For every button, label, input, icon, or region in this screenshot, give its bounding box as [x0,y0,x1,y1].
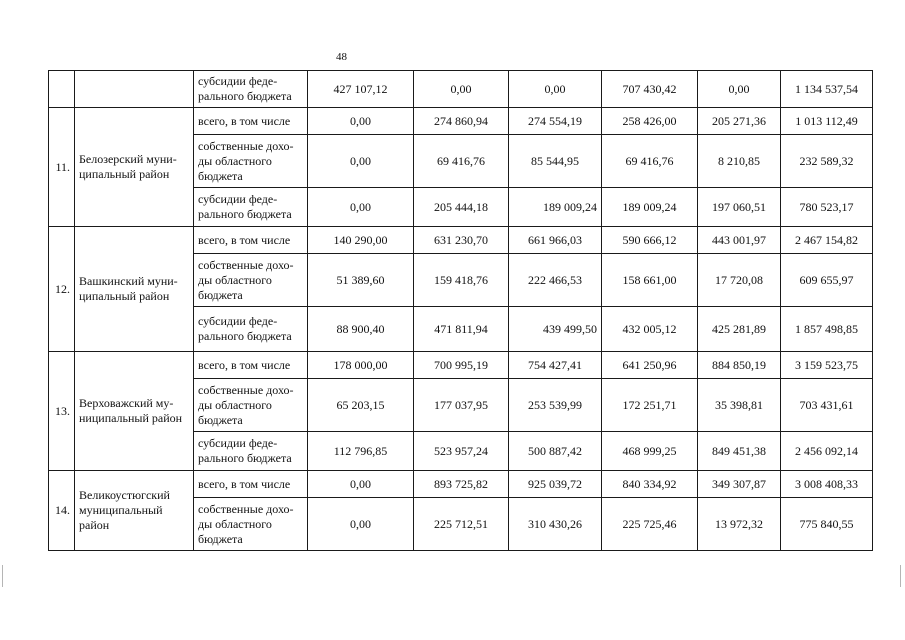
value-cell: 1 134 537,54 [781,71,873,108]
category-label: всего, в том числе [194,227,308,254]
value-cell: 65 203,15 [308,379,414,432]
value-cell: 8 210,85 [698,135,781,188]
row-index: 12. [49,227,75,352]
district-name: Верховажский му- ниципальный район [75,352,194,471]
value-cell: 172 251,71 [602,379,698,432]
table-row [49,471,873,498]
value-cell: 0,00 [698,71,781,108]
category-label: субсидии феде- рального бюджета [194,188,308,227]
value-cell: 523 957,24 [414,432,509,471]
scan-mark-right [900,565,901,587]
value-cell: 631 230,70 [414,227,509,254]
value-cell: 703 431,61 [781,379,873,432]
value-cell: 849 451,38 [698,432,781,471]
value-cell: 0,00 [308,188,414,227]
table-row [49,71,873,108]
value-cell: 2 467 154,82 [781,227,873,254]
value-cell: 439 499,50 [509,307,602,352]
page-number: 48 [336,51,347,63]
row-index: 11. [49,108,75,227]
value-cell: 274 860,94 [414,108,509,135]
value-cell: 0,00 [509,71,602,108]
value-cell: 425 281,89 [698,307,781,352]
district-name: Белозерский муни- ципальный район [75,108,194,227]
value-cell: 641 250,96 [602,352,698,379]
value-cell: 189 009,24 [509,188,602,227]
value-cell: 232 589,32 [781,135,873,188]
value-cell: 1 013 112,49 [781,108,873,135]
value-cell: 893 725,82 [414,471,509,498]
value-cell: 205 444,18 [414,188,509,227]
value-cell: 707 430,42 [602,71,698,108]
value-cell: 13 972,32 [698,498,781,551]
value-cell: 274 554,19 [509,108,602,135]
value-cell: 140 290,00 [308,227,414,254]
value-cell: 69 416,76 [414,135,509,188]
category-label: собственные дохо- ды областного бюджета [194,135,308,188]
value-cell: 222 466,53 [509,254,602,307]
value-cell: 159 418,76 [414,254,509,307]
value-cell: 471 811,94 [414,307,509,352]
row-index [49,71,75,108]
value-cell: 205 271,36 [698,108,781,135]
value-cell: 310 430,26 [509,498,602,551]
value-cell: 0,00 [308,135,414,188]
value-cell: 258 426,00 [602,108,698,135]
value-cell: 0,00 [414,71,509,108]
category-label: всего, в том числе [194,471,308,498]
value-cell: 178 000,00 [308,352,414,379]
category-label: собственные дохо- ды областного бюджета [194,379,308,432]
budget-table [48,70,873,551]
value-cell: 0,00 [308,108,414,135]
value-cell: 780 523,17 [781,188,873,227]
value-cell: 17 720,08 [698,254,781,307]
value-cell: 85 544,95 [509,135,602,188]
value-cell: 0,00 [308,471,414,498]
value-cell: 661 966,03 [509,227,602,254]
value-cell: 177 037,95 [414,379,509,432]
value-cell: 884 850,19 [698,352,781,379]
value-cell: 754 427,41 [509,352,602,379]
value-cell: 189 009,24 [602,188,698,227]
value-cell: 427 107,12 [308,71,414,108]
value-cell: 468 999,25 [602,432,698,471]
value-cell: 2 456 092,14 [781,432,873,471]
value-cell: 590 666,12 [602,227,698,254]
value-cell: 925 039,72 [509,471,602,498]
value-cell: 112 796,85 [308,432,414,471]
scan-mark-left [2,565,3,587]
category-label: субсидии феде- рального бюджета [194,307,308,352]
value-cell: 253 539,99 [509,379,602,432]
value-cell: 700 995,19 [414,352,509,379]
table-row [49,108,873,135]
category-label: субсидии феде- рального бюджета [194,71,308,108]
category-label: всего, в том числе [194,352,308,379]
value-cell: 609 655,97 [781,254,873,307]
value-cell: 443 001,97 [698,227,781,254]
category-label: собственные дохо- ды областного бюджета [194,498,308,551]
value-cell: 35 398,81 [698,379,781,432]
value-cell: 3 159 523,75 [781,352,873,379]
row-index: 14. [49,471,75,551]
table-row [49,352,873,379]
value-cell: 88 900,40 [308,307,414,352]
district-name: Великоустюгский муниципальный район [75,471,194,551]
district-name [75,71,194,108]
value-cell: 51 389,60 [308,254,414,307]
value-cell: 775 840,55 [781,498,873,551]
table-row [49,227,873,254]
value-cell: 3 008 408,33 [781,471,873,498]
value-cell: 69 416,76 [602,135,698,188]
category-label: собственные дохо- ды областного бюджета [194,254,308,307]
value-cell: 840 334,92 [602,471,698,498]
value-cell: 158 661,00 [602,254,698,307]
value-cell: 225 712,51 [414,498,509,551]
value-cell: 1 857 498,85 [781,307,873,352]
value-cell: 500 887,42 [509,432,602,471]
value-cell: 432 005,12 [602,307,698,352]
value-cell: 0,00 [308,498,414,551]
district-name: Вашкинский муни- ципальный район [75,227,194,352]
row-index: 13. [49,352,75,471]
value-cell: 225 725,46 [602,498,698,551]
value-cell: 197 060,51 [698,188,781,227]
value-cell: 349 307,87 [698,471,781,498]
category-label: субсидии феде- рального бюджета [194,432,308,471]
category-label: всего, в том числе [194,108,308,135]
